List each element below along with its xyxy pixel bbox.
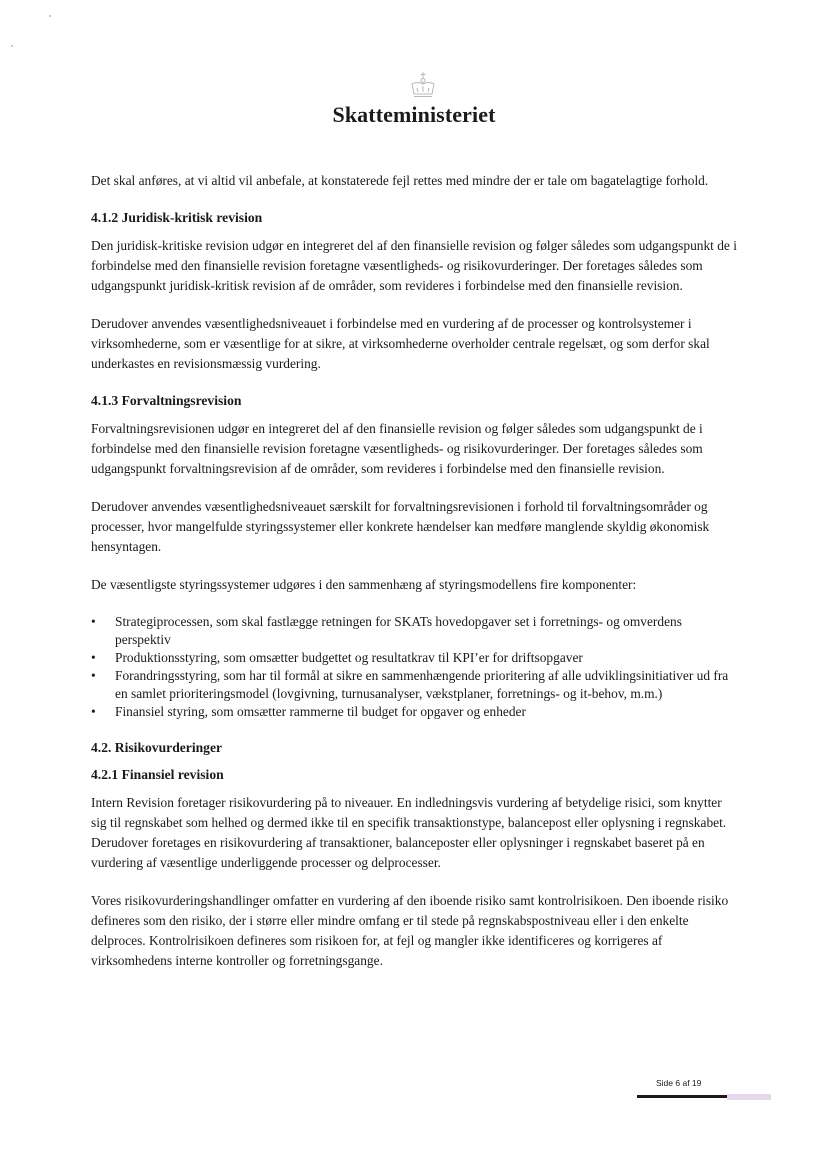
list-item-text: Strategiprocessen, som skal fastlægge retningen for SKATs hovedopgaver set i forretnings- og omverdens perspektiv [115,614,682,647]
document-body [91,171,739,989]
paragraph: Derudover anvendes væsentlighedsniveauet i forbindelse med en vurdering af de processer og kontrolsystemer i virksomhederne, som er væsentlige for at sikre, at virksomhederne overholder centrale regelsæt, og som derfor skal underkastes en revisionsmæssig vurdering. [91,316,710,371]
bullet-list [91,613,739,721]
bullet-icon: • [91,650,96,665]
list-item [91,613,739,649]
paragraph: Intern Revision foretager risikovurdering på to niveauer. En indledningsvis vurdering af betydelige risici, som knytter sig til regnskabet som helhed og dermed ikke til en specifik transaktionstype, balancepost eller oplysning i regnskabet. Derudover foretages en risikovurdering af transaktioner, balanceposter eller oplysninger i regnskabet baseret på en vurdering af væsentlige underliggende processer og delprocesser. [91,795,727,870]
section-heading: 4.1.2 Juridisk-kritisk revision [91,210,263,225]
paragraph: Det skal anføres, at vi altid vil anbefale, at konstaterede fejl rettes med mindre der er tale om bagatelagtige forhold. [91,173,709,188]
section-heading: 4.2.1 Finansiel revision [91,767,224,782]
paragraph: Vores risikovurderingshandlinger omfatter en vurdering af den iboende risiko samt kontrolrisikoen. Den iboende risiko defineres som den risiko, der i større eller mindre omfang er til stede på regnskabspostniveau eller i den enkelte delproces. Kontrolrisikoen defineres som risikoen for, at fejl og mangler ikke identificeres og korrigeres af virksomhedens interne kontroller og forretningsgange. [91,893,729,968]
footer-rule [637,1095,727,1098]
scan-speck [11,45,13,47]
paragraph: Forvaltningsrevisionen udgør en integreret del af den finansielle revision og følger således som udgangspunkt de i forbindelse med den finansielle revision foretagne væsentligheds- og risikovurderinger. Der foretages således som udgangspunkt forvaltningsrevision af de områder, som revideres i forbindelse med den finansielle revision. [91,421,703,476]
bullet-icon: • [91,614,96,629]
paragraph: De væsentligste styringssystemer udgøres i den sammenhæng af styringsmodellens fire komponenter: [91,577,637,592]
list-item [91,649,739,667]
bullet-icon: • [91,704,96,719]
list-item-text: Forandringsstyring, som har til formål at sikre en sammenhængende prioritering af alle udviklingsinitiativer ud fra en samlet prioriteringsmodel (lovgivning, turnusanalyser, vækstplaner, forretnings- og it-behov, m.m.) [115,668,729,701]
page-number: Side 6 af 19 [656,1078,702,1088]
list-item-text: Finansiel styring, som omsætter rammerne til budget for opgaver og enheder [115,704,526,719]
page-title: Skatteministeriet [332,102,496,127]
bullet-icon: • [91,668,96,683]
scan-speck [49,15,51,17]
list-item [91,703,739,721]
section-heading: 4.2. Risikovurderinger [91,740,223,755]
footer-rule-highlight [727,1094,771,1100]
list-item-text: Produktionsstyring, som omsætter budgettet og resultatkrav til KPI’er for driftsopgaver [115,650,583,665]
section-heading: 4.1.3 Forvaltningsrevision [91,393,242,408]
paragraph: Den juridisk-kritiske revision udgør en integreret del af den finansielle revision og følger således som udgangspunkt de i forbindelse med den finansielle revision foretagne væsentligheds- og risikovurderinger. Der foretages således som udgangspunkt juridisk-kritisk revision af de områder, som revideres i forbindelse med den finansielle revision. [91,238,737,293]
list-item [91,667,739,703]
crown-logo-icon [408,70,438,100]
paragraph: Derudover anvendes væsentlighedsniveauet særskilt for forvaltningsrevisionen i forhold til forvaltningsområder og processer, hvor mangelfulde styringssystemer eller konkrete hændelser kan medføre manglende skyldig økonomisk hensyntagen. [91,499,710,554]
